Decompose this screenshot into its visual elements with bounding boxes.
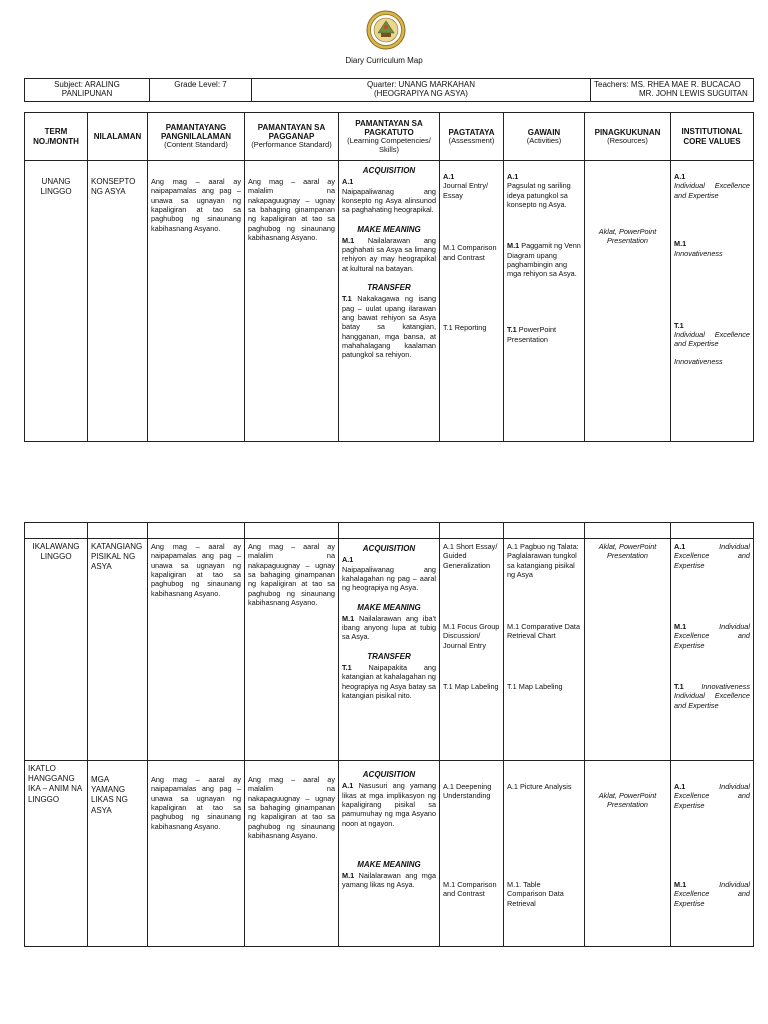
- col-subtitle: (Learning Competencies/ Skills): [347, 136, 431, 154]
- competency-text: Naipapaliwanag ang konsepto ng Asya alinsunod sa paghahating heograpikal.: [342, 186, 436, 215]
- value-item: Innovativeness: [674, 248, 723, 258]
- col-title: GAWAIN: [527, 127, 561, 137]
- activity-item: A.1 Pagbuo ng Talata: Paglalarawan tungkol sa katangiang pisikal ng Asya: [507, 542, 579, 579]
- competency-text: Nailalarawan ang iba't ibang anyong lupa at tubig sa Asya.: [342, 613, 437, 642]
- value-code: A.1: [674, 542, 686, 551]
- competency-code: A.1: [342, 177, 354, 187]
- col-subtitle: (Activities): [526, 135, 562, 145]
- content-cell: KONSEPTO NG ASYA: [88, 161, 148, 442]
- term-cell: UNANG LINGGO: [25, 161, 88, 442]
- resources-cell: Aklat, PowerPoint Presentation: [585, 161, 671, 442]
- col-header: [671, 113, 754, 161]
- term-cell: IKALAWANG LINGGO: [25, 539, 88, 761]
- assessment-item: T.1 Reporting: [443, 323, 487, 333]
- grade-cell: [150, 79, 252, 102]
- value-item: Innovativeness: [674, 356, 723, 366]
- make-meaning-label: MAKE MEANING: [357, 602, 421, 612]
- assessment-cell: [440, 161, 504, 442]
- col-header: [148, 113, 245, 161]
- learning-competencies-cell: [339, 761, 440, 947]
- curriculum-table-2: [24, 522, 754, 947]
- assessment-code: A.1: [443, 172, 455, 181]
- transfer-label: TRANSFER: [367, 651, 411, 661]
- value-code: M.1: [674, 622, 687, 631]
- core-values-cell: [671, 761, 754, 947]
- competency-code: A.1: [342, 781, 354, 791]
- activity-item: M.1 Comparative Data Retrieval Chart: [507, 622, 580, 641]
- quarter-text: Quarter: UNANG MARKAHAN: [366, 80, 476, 89]
- col-title: PINAGKUKUNAN: [594, 127, 661, 137]
- table-row: [25, 161, 754, 442]
- activity-item: PowerPoint Presentation: [507, 325, 557, 344]
- school-seal-logo: [366, 10, 406, 50]
- col-title: PAMANTAYAN SA PAGGANAP: [257, 123, 326, 142]
- assessment-item: M.1 Comparison and Contrast: [443, 880, 497, 899]
- activities-cell: [504, 539, 585, 761]
- competency-text: Naipapaliwanag ang kahalagahan ng pag – aaral ng heograpiya ng Asya.: [342, 564, 436, 593]
- value-code: T.1: [674, 682, 684, 691]
- value-item: Individual Excellence and Expertise: [674, 880, 750, 908]
- col-header: [25, 113, 88, 161]
- resources-cell: Aklat, PowerPoint Presentation: [585, 539, 671, 761]
- col-header: [504, 113, 585, 161]
- acquisition-label: ACQUISITION: [362, 166, 416, 175]
- value-item: Individual Excellence and Expertise: [674, 622, 750, 650]
- content-standard-cell: Ang mag – aaral ay naipapamalas ang pag – unawa sa ugnayan ng kapaligiran at tao sa paghubog ng sinaunang kabihasnang Asyano.: [148, 161, 245, 442]
- value-code: A.1: [674, 782, 686, 791]
- core-values-cell: [671, 539, 754, 761]
- teachers-text: Teachers: MS. RHEA MAE R. BUCACAO: [594, 80, 741, 89]
- col-title: NILALAMAN: [93, 131, 142, 141]
- content-standard-cell: Ang mag – aaral ay naipapamalas ang pag – unawa sa ugnayan ng kapaligiran at tao sa paghubog ng sinaunang kabihasnang Asyano.: [148, 539, 245, 761]
- competency-text: Nasusuri ang yamang likas at mga implikasyon ng kapaligirang pisikal sa pamumuhay ng mga Asyano noon at ngayon.: [342, 781, 437, 828]
- value-item: Individual Excellence and Expertise: [674, 691, 750, 710]
- col-header: [585, 113, 671, 161]
- activity-code: M.1: [507, 241, 520, 251]
- col-header: [440, 113, 504, 161]
- value-code: A.1: [674, 172, 686, 181]
- subject-cell: [25, 79, 150, 102]
- spacer-row: [25, 523, 754, 539]
- activity-item: T.1 Map Labeling: [507, 682, 563, 691]
- table-row: [25, 761, 754, 947]
- col-title: INSTITUTIONAL CORE VALUES: [681, 127, 743, 146]
- col-title: PAGTATAYA: [448, 127, 495, 137]
- assessment-item: A.1 Short Essay/ Guided Generalization: [443, 542, 498, 570]
- teachers-cell: [591, 79, 754, 102]
- competency-code: A.1: [342, 555, 354, 565]
- competency-text: Nakakagawa ng isang pag – uulat upang ilarawan ang bawat rehiyon sa Asya batay sa katangian, hangganan, mga bansa, at mahahalagang kaalaman patungkol sa rehiyon.: [342, 294, 436, 360]
- content-cell: MGA YAMANG LIKAS NG ASYA: [88, 761, 148, 947]
- value-item: Individual Excellence and Expertise: [674, 329, 750, 349]
- quarter-cell: [252, 79, 591, 102]
- document-title: Diary Curriculum Map: [345, 56, 423, 65]
- content-cell: KATANGIANG PISIKAL NG ASYA: [88, 539, 148, 761]
- assessment-cell: [440, 539, 504, 761]
- competency-code: T.1: [342, 294, 352, 304]
- activity-item: A.1 Picture Analysis: [507, 782, 572, 791]
- quarter-subtext: (HEOGRAPIYA NG ASYA): [374, 89, 468, 98]
- activity-code: A.1: [507, 172, 519, 181]
- competency-code: M.1: [342, 871, 355, 881]
- term-cell: IKATLO HANGGANG IKA – ANIM NA LINGGO: [25, 761, 88, 947]
- assessment-item: M.1 Comparison and Contrast: [443, 243, 497, 262]
- competency-code: M.1: [342, 235, 355, 245]
- value-code: T.1: [674, 320, 684, 330]
- col-subtitle: (Performance Standard): [251, 140, 332, 150]
- col-title: PAMANTAYAN SA PAGKATUTO: [355, 118, 423, 137]
- activity-code: T.1: [507, 325, 517, 335]
- core-values-cell: [671, 161, 754, 442]
- acquisition-label: ACQUISITION: [362, 770, 416, 779]
- header-info-table: [24, 78, 754, 102]
- assessment-item: A.1 Deepening Understanding: [443, 782, 492, 801]
- acquisition-label: ACQUISITION: [362, 544, 416, 553]
- col-subtitle: (Content Standard): [164, 140, 228, 150]
- assessment-cell: [440, 761, 504, 947]
- performance-standard-cell: Ang mag – aaral ay malalim na nakapaguugnay – ugnay sa bahaging ginampanan ng kapaligiran at tao sa paghubog ng sinaunang kabihasnang Asyano.: [245, 539, 339, 761]
- resources-cell: Aklat, PowerPoint Presentation: [585, 761, 671, 947]
- assessment-item: Journal Entry/ Essay: [443, 181, 489, 200]
- performance-standard-cell: Ang mag – aaral ay malalim na nakapaguugnay – ugnay sa bahaging ginampanan ng kapaligiran at tao sa paghubog ng sinaunang kabihasnang Asyano.: [245, 761, 339, 947]
- assessment-item: T.1 Map Labeling: [443, 682, 499, 691]
- content-standard-cell: Ang mag – aaral ay naipapamalas ang pag – unawa sa ugnayan ng kapaligiran at tao sa paghubog ng sinaunang kabihasnang Asyano.: [148, 761, 245, 947]
- learning-competencies-cell: [339, 539, 440, 761]
- col-title: TERM NO./MONTH: [33, 127, 79, 146]
- activities-cell: [504, 161, 585, 442]
- activity-item: Paggamit ng Venn Diagram upang paghambingin ang mga rehiyon sa Asya.: [507, 241, 581, 279]
- competency-code: T.1: [342, 663, 352, 672]
- col-title: PAMANTAYANG PANGNILALAMAN: [160, 123, 232, 142]
- assessment-item: M.1 Focus Group Discussion/ Journal Entry: [443, 622, 500, 650]
- activity-item: Pagsulat ng sariling ideya patungkol sa konsepto ng Asya.: [507, 181, 571, 209]
- grade-text: Grade Level: 7: [174, 80, 227, 89]
- competency-code: M.1: [342, 613, 355, 623]
- value-code: M.1: [674, 239, 687, 249]
- make-meaning-label: MAKE MEANING: [357, 224, 421, 234]
- competency-text: Nailalarawan ang mga yamang likas ng Asya.: [342, 871, 437, 890]
- col-subtitle: (Assessment): [448, 135, 495, 145]
- learning-competencies-cell: [339, 161, 440, 442]
- value-item: Individual Excellence and Expertise: [674, 782, 750, 810]
- transfer-label: TRANSFER: [367, 283, 411, 293]
- value-item: Innovativeness: [701, 682, 750, 691]
- performance-standard-cell: Ang mag – aaral ay malalim na nakapaguugnay – ugnay sa bahaging ginampanan ng kapaligiran at tao sa paghubog ng sinaunang kabihasnang Asyano.: [245, 161, 339, 442]
- activity-item: M.1. Table Comparison Data Retrieval: [507, 880, 564, 908]
- col-subtitle: (Resources): [607, 135, 648, 145]
- curriculum-table-1: [24, 112, 754, 442]
- col-header: [88, 113, 148, 161]
- column-header-row: [25, 113, 754, 161]
- col-header: [245, 113, 339, 161]
- value-code: M.1: [674, 880, 687, 889]
- col-header: [339, 113, 440, 161]
- value-item: Individual Excellence and Expertise: [674, 542, 750, 570]
- table-row: [25, 539, 754, 761]
- make-meaning-label: MAKE MEANING: [357, 859, 421, 869]
- competency-text: Naipapakita ang katangian at kahalagahan ng heograpiya ng Asya batay sa katangian pisikal nito.: [342, 663, 436, 700]
- competency-text: Nailalarawan ang paghahati sa Asya sa limang rehiyon ay may heograpikal at kultural na batayan.: [342, 235, 436, 273]
- subject-text: Subject: ARALING PANLIPUNAN: [54, 80, 120, 98]
- value-item: Individual Excellence and Expertise: [674, 181, 750, 200]
- teachers-subtext: MR. JOHN LEWIS SUGUITAN: [639, 89, 748, 98]
- activities-cell: [504, 761, 585, 947]
